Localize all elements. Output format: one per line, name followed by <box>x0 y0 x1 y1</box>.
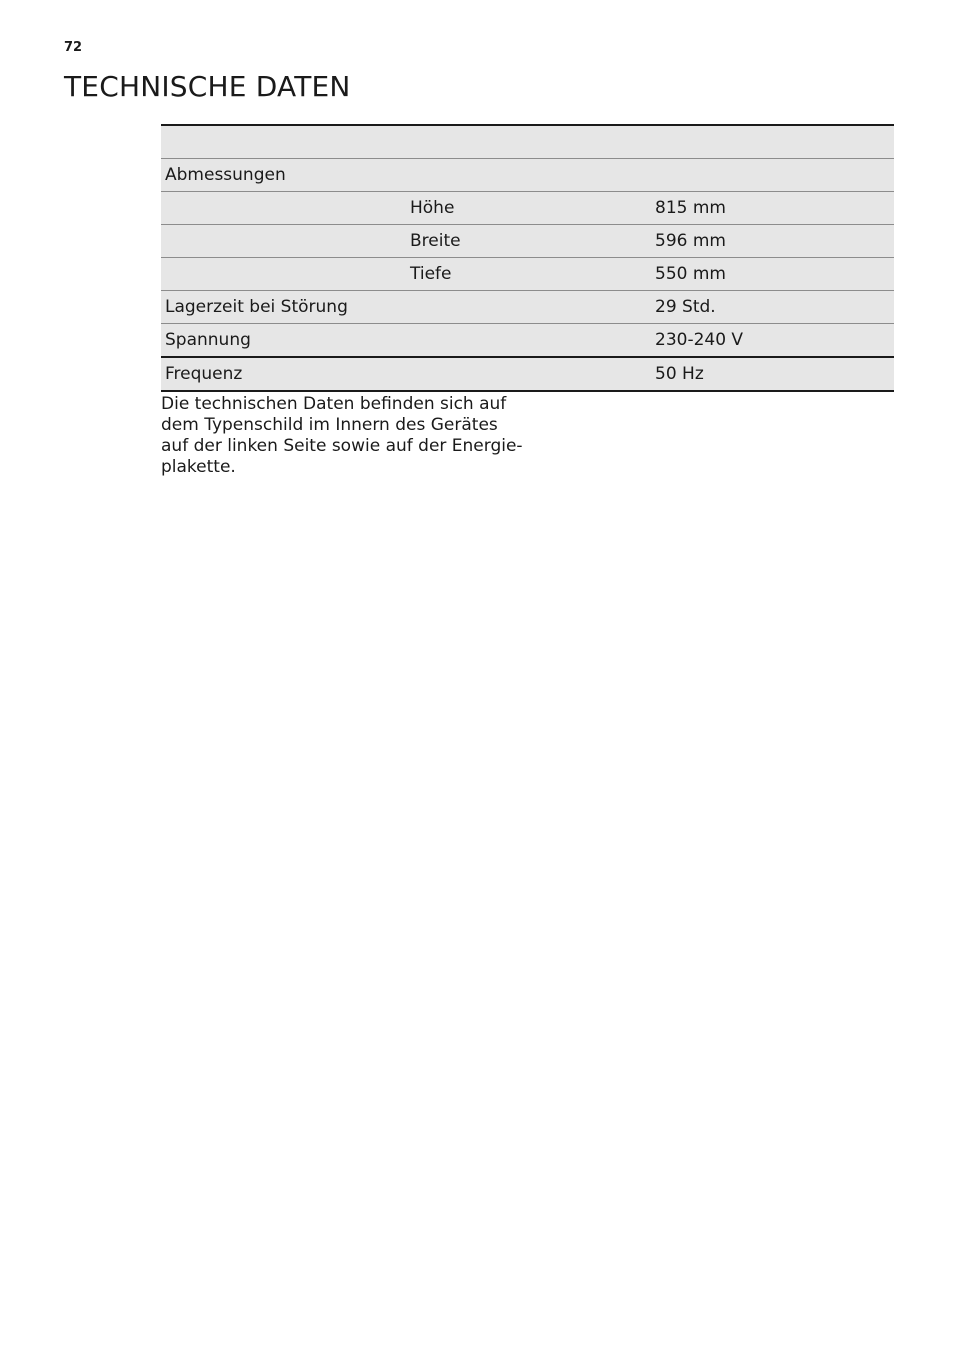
row-value: 815 mm <box>655 198 726 218</box>
row-value: 550 mm <box>655 264 726 284</box>
row-label: Spannung <box>165 330 251 350</box>
row-label <box>161 258 410 290</box>
table-row-voltage <box>161 324 894 358</box>
table-row-height <box>161 192 894 225</box>
table-row-storage-time <box>161 291 894 324</box>
row-value: 596 mm <box>655 231 726 251</box>
row-sublabel <box>410 159 655 191</box>
row-sublabel <box>410 324 655 356</box>
row-value <box>655 159 894 191</box>
table-row-frequency <box>161 358 894 392</box>
page-title: TECHNISCHE DATEN <box>64 70 351 103</box>
note-line: plakette. <box>161 457 236 477</box>
row-sublabel: Breite <box>410 231 461 251</box>
row-value: 230-240 V <box>655 330 744 350</box>
row-sublabel <box>410 291 655 323</box>
row-sublabel: Tiefe <box>410 264 452 284</box>
row-sublabel <box>410 358 655 390</box>
page-number: 72 <box>64 40 83 55</box>
note-line: auf der linken Seite sowie auf der Energie- <box>161 436 523 456</box>
row-value: 50 Hz <box>655 364 704 384</box>
table-row-depth <box>161 258 894 291</box>
row-sublabel: Höhe <box>410 198 455 218</box>
note-line: dem Typenschild im Innern des Gerätes <box>161 415 498 435</box>
row-label <box>161 225 410 257</box>
row-label: Frequenz <box>165 364 243 384</box>
technical-data-table <box>161 124 894 392</box>
table-header-row <box>161 126 894 159</box>
table-row-dimensions <box>161 159 894 192</box>
row-value: 29 Std. <box>655 297 716 317</box>
note-line: Die technischen Daten befinden sich auf <box>161 394 507 414</box>
table-row-width <box>161 225 894 258</box>
technical-data-note <box>161 394 521 478</box>
row-label: Lagerzeit bei Störung <box>165 297 348 317</box>
row-label <box>161 192 410 224</box>
row-label: Abmessungen <box>165 165 286 185</box>
